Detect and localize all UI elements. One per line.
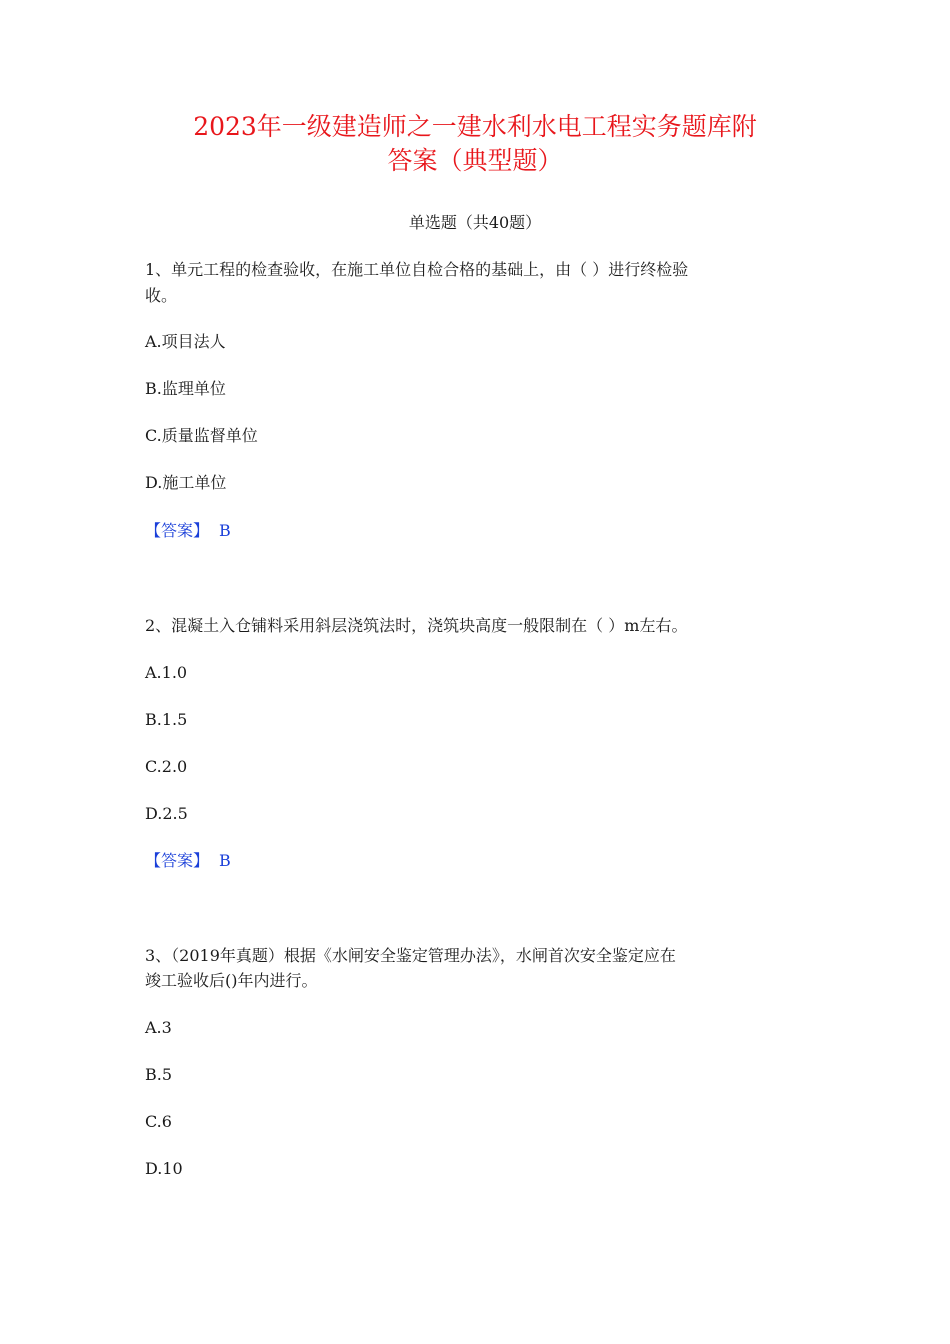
question-1-stem-line-1: 1、单元工程的检查验收，在施工单位自检合格的基础上，由（ ）进行终检验: [145, 260, 689, 279]
question-2-answer: [145, 849, 805, 873]
question-2-option-b: B.1.5: [145, 710, 188, 729]
document-title-line-2: 答案（典型题）: [387, 146, 563, 175]
question-2-option-d: D.2.5: [145, 804, 188, 823]
question-3-option-c: C.6: [145, 1112, 172, 1131]
answer-label: 【答案】: [145, 851, 210, 870]
question-3-option-b: B.5: [145, 1065, 173, 1084]
question-1-option-c: C.质量监督单位: [145, 426, 258, 445]
section-heading: 单选题（共40题）: [408, 213, 542, 232]
answer-label: 【答案】: [145, 521, 210, 540]
question-1-option-b: B.监理单位: [145, 379, 226, 398]
question-2-stem-line-1: 2、混凝土入仓铺料采用斜层浇筑法时，浇筑块高度一般限制在（ ）m左右。: [145, 616, 688, 635]
question-3-option-a: A.3: [145, 1018, 172, 1037]
question-3-option-d: D.10: [145, 1159, 183, 1178]
question-1-stem-line-2: 收。: [145, 286, 178, 305]
question-1-option-d: D.施工单位: [145, 473, 227, 492]
document-title-line-1: 2023年一级建造师之一建水利水电工程实务题库附: [193, 112, 757, 141]
question-1-answer: [145, 519, 805, 543]
question-2-option-a: A.1.0: [145, 663, 188, 682]
answer-value: B: [219, 521, 231, 540]
question-1-option-a: A.项目法人: [145, 332, 226, 351]
question-2-option-c: C.2.0: [145, 757, 188, 776]
answer-value: B: [219, 851, 231, 870]
question-3-stem-line-2: 竣工验收后()年内进行。: [145, 971, 318, 990]
question-3-stem-line-1: 3、（2019年真题）根据《水闸安全鉴定管理办法》，水闸首次安全鉴定应在: [145, 946, 676, 965]
